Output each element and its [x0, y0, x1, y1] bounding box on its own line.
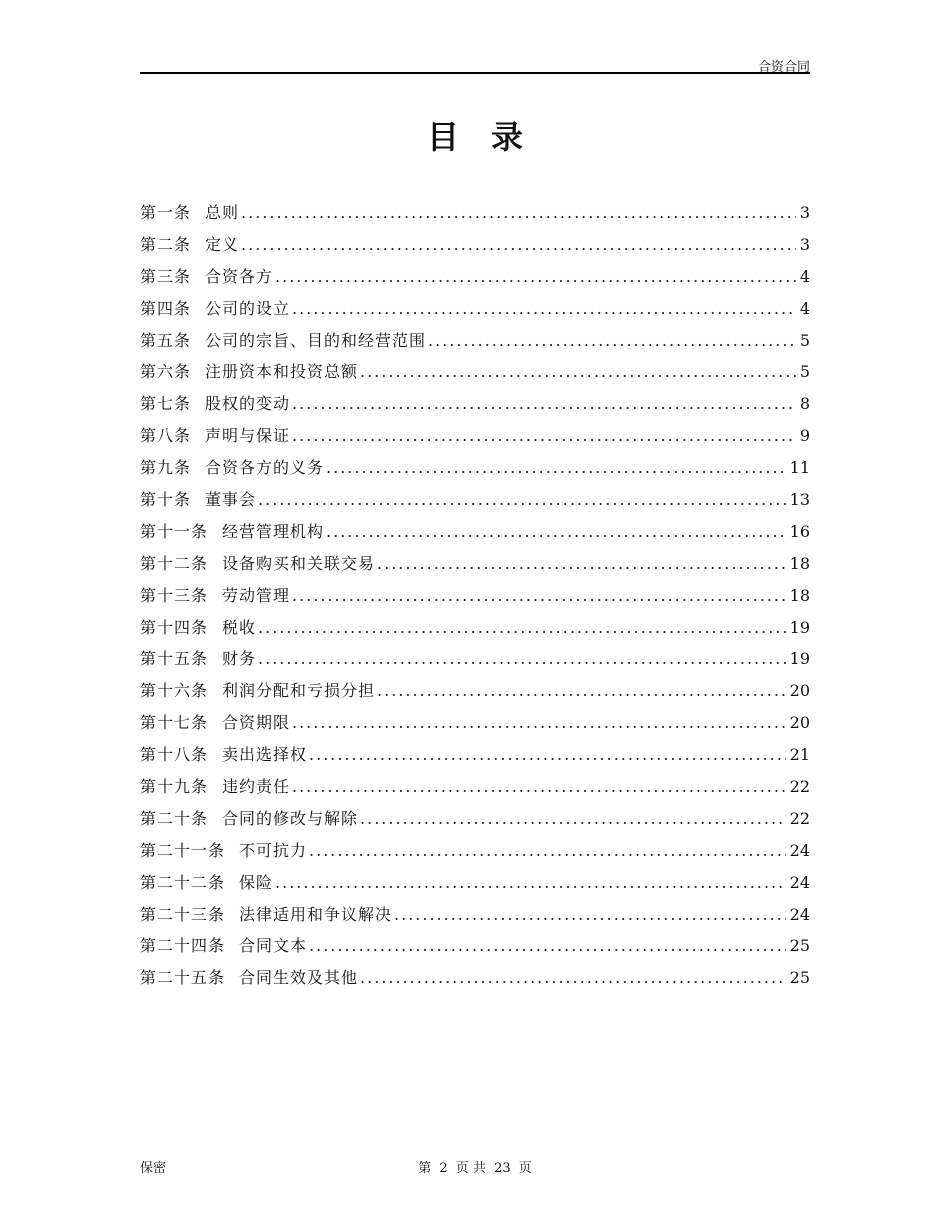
toc-article-number: 第四条 — [140, 298, 192, 318]
toc-article-number: 第二十四条 — [140, 936, 226, 956]
toc-article-title: 合资各方 — [205, 266, 274, 286]
toc-article-title: 公司的宗旨、目的和经营范围 — [205, 330, 427, 350]
toc-leader-dots — [309, 841, 786, 860]
toc-article-title: 定义 — [205, 234, 240, 254]
toc-article-number: 第六条 — [140, 362, 192, 382]
toc-page-number: 9 — [799, 426, 810, 446]
toc-leader-dots — [377, 554, 786, 573]
toc-leader-dots — [360, 362, 796, 381]
toc-article-number: 第三条 — [140, 266, 192, 286]
toc-article-number: 第五条 — [140, 330, 192, 350]
toc-leader-dots — [258, 618, 786, 637]
toc-article-title: 股权的变动 — [205, 394, 291, 414]
page-indicator-suffix: 页 — [518, 1161, 532, 1176]
table-of-contents — [140, 200, 810, 997]
toc-article-title: 合同的修改与解除 — [222, 808, 359, 828]
toc-leader-dots — [360, 968, 786, 987]
toc-article-title: 注册资本和投资总额 — [205, 362, 359, 382]
toc-entry[interactable] — [140, 615, 810, 647]
toc-entry[interactable] — [140, 933, 810, 965]
toc-article-number: 第十五条 — [140, 649, 209, 669]
toc-entry[interactable] — [140, 806, 810, 838]
toc-leader-dots — [377, 681, 786, 700]
toc-page-number: 16 — [789, 521, 810, 541]
toc-leader-dots — [360, 809, 786, 828]
toc-entry[interactable] — [140, 583, 810, 615]
toc-page-number: 18 — [789, 553, 810, 573]
toc-page-number: 22 — [789, 808, 810, 828]
toc-page-number: 18 — [789, 585, 810, 605]
toc-article-title: 公司的设立 — [205, 298, 291, 318]
toc-article-title: 利润分配和亏损分担 — [222, 681, 376, 701]
toc-article-title: 设备购买和关联交易 — [222, 553, 376, 573]
toc-article-number: 第二十五条 — [140, 968, 226, 988]
toc-leader-dots — [292, 586, 786, 605]
toc-article-title: 税收 — [222, 617, 257, 637]
toc-leader-dots — [292, 777, 786, 796]
toc-page-number: 11 — [789, 458, 810, 478]
toc-article-number: 第十九条 — [140, 777, 209, 797]
page-indicator-middle: 页 共 — [455, 1161, 486, 1176]
toc-article-number: 第七条 — [140, 394, 192, 414]
toc-article-number: 第十三条 — [140, 585, 209, 605]
toc-page-number: 25 — [789, 968, 810, 988]
toc-leader-dots — [428, 331, 796, 350]
toc-entry[interactable] — [140, 328, 810, 360]
toc-entry[interactable] — [140, 710, 810, 742]
toc-article-title: 劳动管理 — [222, 585, 291, 605]
toc-entry[interactable] — [140, 519, 810, 551]
toc-leader-dots — [292, 299, 796, 318]
toc-article-title: 合同文本 — [239, 936, 308, 956]
toc-article-title: 董事会 — [205, 490, 257, 510]
toc-leader-dots — [241, 203, 796, 222]
toc-article-title: 合同生效及其他 — [239, 968, 359, 988]
toc-page-number: 4 — [799, 298, 810, 318]
toc-entry[interactable] — [140, 678, 810, 710]
toc-page-number: 24 — [789, 872, 810, 892]
toc-article-title: 合资期限 — [222, 713, 291, 733]
toc-page-number: 3 — [799, 234, 810, 254]
toc-article-title: 财务 — [222, 649, 257, 669]
toc-leader-dots — [275, 873, 786, 892]
toc-article-title: 声明与保证 — [205, 426, 291, 446]
toc-entry[interactable] — [140, 870, 810, 902]
toc-article-title: 经营管理机构 — [222, 521, 325, 541]
page-total-number: 23 — [494, 1161, 511, 1176]
toc-article-number: 第八条 — [140, 426, 192, 446]
toc-article-number: 第二十条 — [140, 808, 209, 828]
toc-leader-dots — [258, 649, 786, 668]
toc-article-number: 第十二条 — [140, 553, 209, 573]
toc-entry[interactable] — [140, 838, 810, 870]
toc-page-number: 13 — [789, 490, 810, 510]
toc-article-title: 合资各方的义务 — [205, 458, 325, 478]
toc-entry[interactable] — [140, 902, 810, 934]
toc-article-number: 第二十三条 — [140, 904, 226, 924]
toc-article-number: 第十七条 — [140, 713, 209, 733]
toc-page-number: 5 — [799, 362, 810, 382]
confidential-label: 保密 — [140, 1161, 167, 1176]
header-rule — [140, 72, 810, 74]
toc-article-title: 保险 — [239, 872, 274, 892]
toc-article-title: 总则 — [205, 203, 240, 222]
page-indicator-prefix: 第 — [418, 1161, 432, 1176]
toc-article-number: 第二十二条 — [140, 872, 226, 892]
toc-entry[interactable] — [140, 455, 810, 487]
toc-leader-dots — [292, 713, 786, 732]
toc-article-title: 卖出选择权 — [222, 745, 308, 765]
page-indicator — [0, 1157, 950, 1176]
toc-article-number: 第十一条 — [140, 521, 209, 541]
toc-entry[interactable] — [140, 646, 810, 678]
toc-article-number: 第十八条 — [140, 745, 209, 765]
toc-entry[interactable] — [140, 487, 810, 519]
toc-entry[interactable] — [140, 200, 810, 232]
toc-entry[interactable] — [140, 296, 810, 328]
toc-article-number: 第十条 — [140, 490, 192, 510]
toc-leader-dots — [326, 458, 786, 477]
toc-entry[interactable] — [140, 232, 810, 264]
page-title: 目录 — [426, 118, 555, 156]
toc-entry[interactable] — [140, 742, 810, 774]
toc-article-number: 第一条 — [140, 203, 192, 222]
page-current-number: 2 — [439, 1161, 448, 1176]
toc-leader-dots — [394, 905, 786, 924]
toc-page-number: 19 — [789, 617, 810, 637]
toc-leader-dots — [292, 394, 796, 413]
toc-leader-dots — [241, 235, 796, 254]
toc-entry[interactable] — [140, 423, 810, 455]
toc-article-title: 法律适用和争议解决 — [239, 904, 393, 924]
toc-entry[interactable] — [140, 391, 810, 423]
toc-leader-dots — [309, 936, 786, 955]
toc-entry[interactable] — [140, 965, 810, 997]
toc-page-number: 8 — [799, 394, 810, 414]
toc-page-number: 22 — [789, 777, 810, 797]
toc-article-number: 第二十一条 — [140, 840, 226, 860]
running-header: 合资合同 — [757, 60, 810, 75]
toc-page-number: 5 — [799, 330, 810, 350]
toc-article-number: 第十六条 — [140, 681, 209, 701]
toc-leader-dots — [309, 745, 786, 764]
toc-entry[interactable] — [140, 774, 810, 806]
toc-article-title: 违约责任 — [222, 777, 291, 797]
toc-leader-dots — [326, 522, 786, 541]
toc-article-number: 第二条 — [140, 234, 192, 254]
toc-page-number: 21 — [789, 745, 810, 765]
toc-article-number: 第十四条 — [140, 617, 209, 637]
toc-article-title: 不可抗力 — [239, 840, 308, 860]
toc-page-number: 3 — [799, 203, 810, 222]
toc-leader-dots — [258, 490, 786, 509]
toc-entry[interactable] — [140, 264, 810, 296]
toc-article-number: 第九条 — [140, 458, 192, 478]
toc-entry[interactable] — [140, 551, 810, 583]
toc-leader-dots — [292, 426, 796, 445]
toc-page-number: 25 — [789, 936, 810, 956]
toc-page-number: 4 — [799, 266, 810, 286]
toc-page-number: 24 — [789, 904, 810, 924]
toc-entry[interactable] — [140, 359, 810, 391]
toc-leader-dots — [275, 267, 796, 286]
toc-page-number: 24 — [789, 840, 810, 860]
toc-page-number: 19 — [789, 649, 810, 669]
toc-page-number: 20 — [789, 713, 810, 733]
toc-page-number: 20 — [789, 681, 810, 701]
